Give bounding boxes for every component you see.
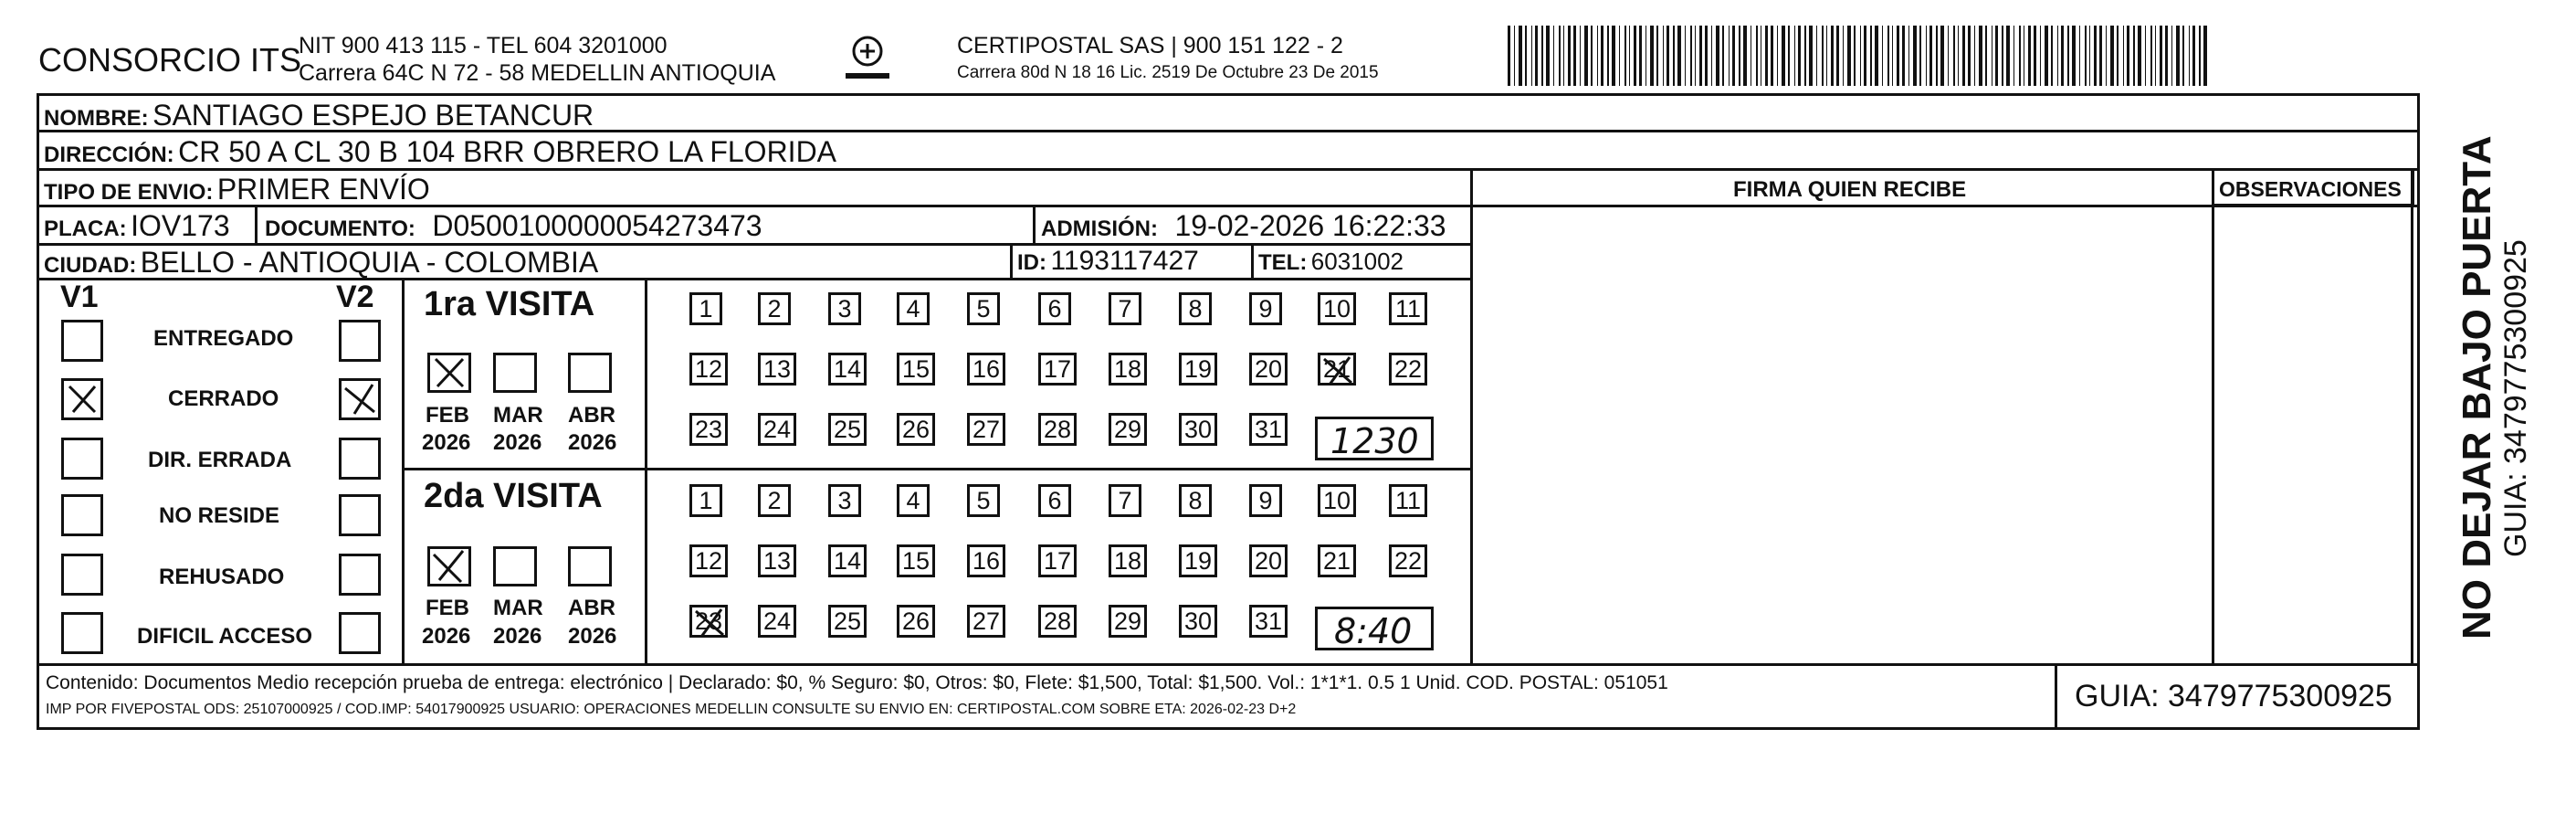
second-visit-day-26[interactable]: 26 (897, 605, 935, 638)
second-visit-day-29[interactable]: 29 (1109, 605, 1147, 638)
second-visit-day-20[interactable]: 20 (1249, 544, 1288, 577)
second-visit-title: 2da VISITA (424, 477, 603, 515)
first-visit-month-mar: MAR (493, 403, 543, 428)
id-label: ID: (1017, 250, 1046, 275)
side-notice: NO DEJAR BAJO PUERTA (2455, 135, 2499, 639)
second-visit-month-abr: ABR (568, 596, 615, 620)
first-visit-day-25[interactable]: 25 (828, 413, 867, 446)
first-visit-day-27[interactable]: 27 (967, 413, 1005, 446)
direccion-label: DIRECCIÓN: (44, 143, 174, 167)
first-visit-day-19[interactable]: 19 (1179, 353, 1217, 386)
company-name: CONSORCIO ITS (38, 41, 302, 79)
second-visit-day-22[interactable]: 22 (1389, 544, 1427, 577)
first-visit-month-feb: FEB (426, 403, 469, 428)
first-visit-day-23[interactable]: 23 (689, 413, 728, 446)
first-visit-mar-checkbox[interactable] (493, 353, 537, 393)
second-visit-day-12[interactable]: 12 (689, 544, 728, 577)
second-visit-day-13[interactable]: 13 (758, 544, 796, 577)
second-visit-day-18[interactable]: 18 (1109, 544, 1147, 577)
first-visit-day-29[interactable]: 29 (1109, 413, 1147, 446)
v2-dir-errada-checkbox[interactable] (339, 438, 381, 480)
placa-value: IOV173 (131, 209, 230, 242)
placa-label: PLACA: (44, 217, 127, 241)
status-dir-errada: DIR. ERRADA (148, 448, 292, 472)
second-visit-day-28[interactable]: 28 (1038, 605, 1077, 638)
first-visit-day-10[interactable]: 10 (1318, 292, 1356, 325)
first-visit-feb-checkbox[interactable] (427, 353, 471, 393)
tipo-envio-value: PRIMER ENVÍO (216, 173, 430, 206)
second-visit-feb-checkbox[interactable] (427, 546, 471, 586)
firma-header: FIRMA QUIEN RECIBE (1733, 177, 1967, 202)
v1-cerrado-checkbox[interactable] (61, 378, 103, 420)
v1-dificil-acceso-checkbox[interactable] (61, 612, 103, 654)
admision-value: 19-02-2026 16:22:33 (1174, 209, 1446, 242)
first-visit-abr-checkbox[interactable] (568, 353, 612, 393)
second-visit-day-4[interactable]: 4 (897, 484, 930, 517)
v1-header: V1 (60, 280, 99, 314)
second-visit-day-7[interactable]: 7 (1109, 484, 1141, 517)
first-visit-day-11[interactable]: 11 (1389, 292, 1427, 325)
v2-header: V2 (336, 280, 374, 314)
first-visit-year: 2026 (422, 430, 471, 455)
second-visit-day-19[interactable]: 19 (1179, 544, 1217, 577)
second-visit-day-11[interactable]: 11 (1389, 484, 1427, 517)
first-visit-day-8[interactable]: 8 (1179, 292, 1212, 325)
direccion-value: CR 50 A CL 30 B 104 BRR OBRERO LA FLORIDA (178, 135, 837, 168)
ciudad-label: CIUDAD: (44, 253, 137, 278)
second-visit-day-16[interactable]: 16 (967, 544, 1005, 577)
v2-no-reside-checkbox[interactable] (339, 494, 381, 536)
second-visit-day-3[interactable]: 3 (828, 484, 861, 517)
status-no-reside: NO RESIDE (159, 503, 280, 528)
first-visit-month-abr: ABR (568, 403, 615, 428)
second-visit-day-21[interactable]: 21 (1318, 544, 1356, 577)
id-value: 1193117427 (1050, 246, 1199, 276)
first-visit-time-box[interactable] (1315, 417, 1434, 460)
first-visit-day-26[interactable]: 26 (897, 413, 935, 446)
v2-entregado-checkbox[interactable] (339, 320, 381, 362)
second-visit-day-8[interactable]: 8 (1179, 484, 1212, 517)
second-visit-day-1[interactable]: 1 (689, 484, 722, 517)
status-dificil-acceso: DIFICIL ACCESO (137, 624, 313, 649)
status-rehusado: REHUSADO (159, 565, 285, 589)
tel-label: TEL: (1258, 250, 1308, 275)
second-visit-year: 2026 (493, 624, 542, 649)
first-visit-day-28[interactable]: 28 (1038, 413, 1077, 446)
second-visit-time: 8:40 (1334, 611, 1413, 651)
admision-label: ADMISIÓN: (1041, 217, 1158, 241)
second-visit-day-30[interactable]: 30 (1179, 605, 1217, 638)
first-visit-day-20[interactable]: 20 (1249, 353, 1288, 386)
tel-value: 6031002 (1310, 248, 1404, 275)
second-visit-day-10[interactable]: 10 (1318, 484, 1356, 517)
second-visit-day-2[interactable]: 2 (758, 484, 791, 517)
first-visit-day-2[interactable]: 2 (758, 292, 791, 325)
second-visit-day-24[interactable]: 24 (758, 605, 796, 638)
first-visit-day-17[interactable]: 17 (1038, 353, 1077, 386)
status-entregado: ENTREGADO (153, 326, 294, 351)
first-visit-day-7[interactable]: 7 (1109, 292, 1141, 325)
check-mark-icon (430, 355, 468, 390)
first-visit-day-31[interactable]: 31 (1249, 413, 1288, 446)
second-visit-year: 2026 (568, 624, 617, 649)
second-visit-day-15[interactable]: 15 (897, 544, 935, 577)
footer-imp-line: IMP POR FIVEPOSTAL ODS: 25107000925 / COD.IMP: 54017900925 USUARIO: OPERACIONES MEDELLIN CONSULTE SU ENVIO EN: CERTIPOSTAL.COM SOBRE ETA: 2026-02-23 D+2 (46, 702, 1297, 717)
v2-dificil-acceso-checkbox[interactable] (339, 612, 381, 654)
check-mark-icon (430, 549, 468, 584)
first-visit-year: 2026 (493, 430, 542, 455)
first-visit-day-6[interactable]: 6 (1038, 292, 1071, 325)
observaciones-header: OBSERVACIONES (2219, 177, 2402, 201)
first-visit-day-30[interactable]: 30 (1179, 413, 1217, 446)
side-guia: GUIA: 3479775300925 (2498, 239, 2533, 557)
second-visit-abr-checkbox[interactable] (568, 546, 612, 586)
first-visit-title: 1ra VISITA (424, 285, 595, 323)
second-visit-day-27[interactable]: 27 (967, 605, 1005, 638)
second-visit-day-5[interactable]: 5 (967, 484, 1000, 517)
second-visit-year: 2026 (422, 624, 471, 649)
first-visit-day-9[interactable]: 9 (1249, 292, 1282, 325)
first-visit-day-14[interactable]: 14 (828, 353, 867, 386)
second-visit-day-14[interactable]: 14 (828, 544, 867, 577)
second-visit-mar-checkbox[interactable] (493, 546, 537, 586)
check-mark-icon (64, 381, 100, 417)
second-visit-month-feb: FEB (426, 596, 469, 620)
first-visit-day-22[interactable]: 22 (1389, 353, 1427, 386)
v1-no-reside-checkbox[interactable] (61, 494, 103, 536)
first-visit-day-13[interactable]: 13 (758, 353, 796, 386)
nit-line: NIT 900 413 115 - TEL 604 3201000 (299, 33, 668, 58)
certipostal-logo (840, 33, 895, 90)
carrier-address: Carrera 80d N 18 16 Lic. 2519 De Octubre 23 De 2015 (957, 63, 1379, 82)
second-visit-day-label: 23 (694, 607, 723, 635)
second-visit-day-23[interactable] (689, 605, 728, 638)
documento-value: D0500100000054273473 (432, 209, 762, 242)
first-visit-time: 1230 (1330, 421, 1419, 461)
first-visit-day-15[interactable]: 15 (897, 353, 935, 386)
nombre-value: SANTIAGO ESPEJO BETANCUR (152, 99, 594, 132)
company-address: Carrera 64C N 72 - 58 MEDELLIN ANTIOQUIA (299, 60, 776, 86)
v1-rehusado-checkbox[interactable] (61, 554, 103, 596)
second-visit-day-9[interactable]: 9 (1249, 484, 1282, 517)
tipo-envio-label: TIPO DE ENVIO: (44, 180, 214, 205)
footer-content-line: Contenido: Documentos Medio recepción prueba de entrega: electrónico | Declarado: $0, % Seguro: $0, Otros: $0, Flete: $1,500, Total: $1,500. Vol.: 1*1*1. 0.5 1 Unid. COD. POSTAL: 051051 (46, 672, 1668, 693)
second-visit-day-31[interactable]: 31 (1249, 605, 1288, 638)
cross-mark-icon (1320, 355, 1357, 386)
v2-cerrado-checkbox[interactable] (339, 378, 381, 420)
first-visit-day-3[interactable]: 3 (828, 292, 861, 325)
barcode (1508, 26, 2211, 86)
cross-mark-icon (692, 607, 729, 639)
first-visit-day-21[interactable] (1318, 353, 1356, 386)
second-visit-day-17[interactable]: 17 (1038, 544, 1077, 577)
first-visit-year: 2026 (568, 430, 617, 455)
first-visit-day-24[interactable]: 24 (758, 413, 796, 446)
second-visit-day-6[interactable]: 6 (1038, 484, 1071, 517)
first-visit-day-12[interactable]: 12 (689, 353, 728, 386)
footer-guia: GUIA: 3479775300925 (2075, 679, 2392, 713)
second-visit-month-mar: MAR (493, 596, 543, 620)
carrier-line: CERTIPOSTAL SAS | 900 151 122 - 2 (957, 33, 1343, 58)
v2-rehusado-checkbox[interactable] (339, 554, 381, 596)
check-mark-icon (342, 381, 378, 417)
second-visit-day-25[interactable]: 25 (828, 605, 867, 638)
documento-label: DOCUMENTO: (265, 217, 415, 241)
first-visit-day-16[interactable]: 16 (967, 353, 1005, 386)
v1-dir-errada-checkbox[interactable] (61, 438, 103, 480)
status-cerrado: CERRADO (168, 386, 279, 411)
second-visit-time-box[interactable] (1315, 607, 1434, 650)
nombre-label: NOMBRE: (44, 106, 149, 131)
first-visit-day-5[interactable]: 5 (967, 292, 1000, 325)
v1-entregado-checkbox[interactable] (61, 320, 103, 362)
first-visit-day-4[interactable]: 4 (897, 292, 930, 325)
first-visit-day-label: 21 (1322, 354, 1351, 383)
ciudad-value: BELLO - ANTIOQUIA - COLOMBIA (140, 246, 599, 279)
first-visit-day-18[interactable]: 18 (1109, 353, 1147, 386)
first-visit-day-1[interactable]: 1 (689, 292, 722, 325)
